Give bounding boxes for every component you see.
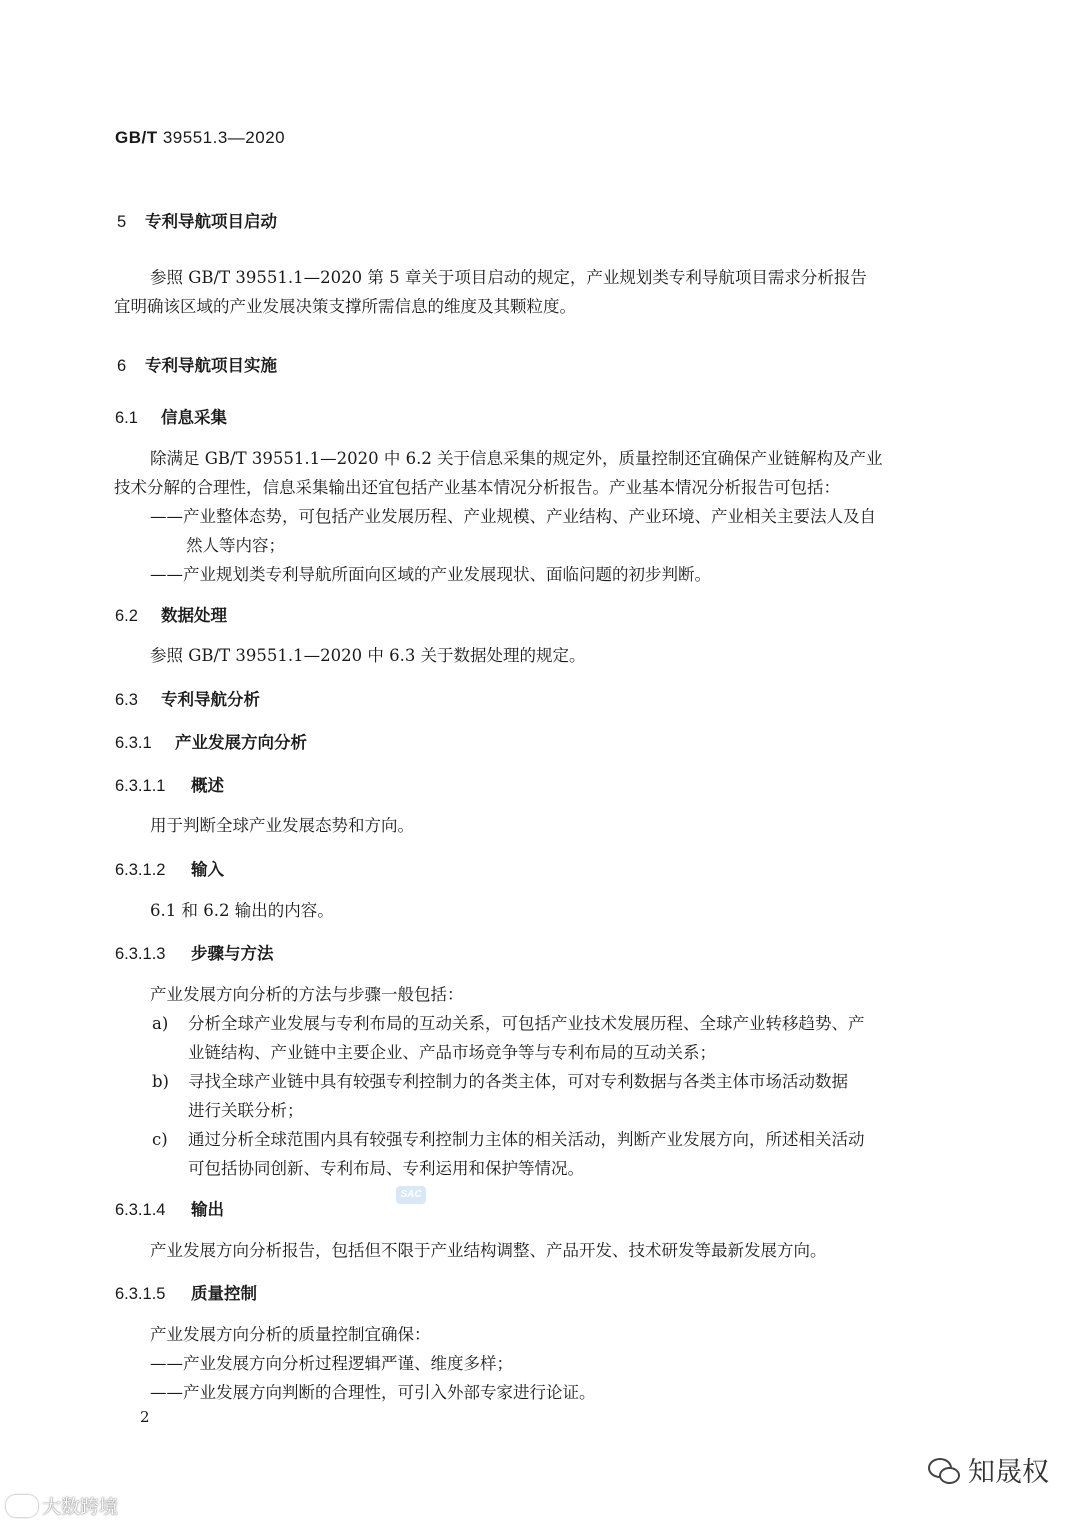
section-6-3-1-1-paragraph: 用于判断全球产业发展态势和方向。 <box>150 816 414 835</box>
section-6-3-1-1-heading: 6.3.1.1 概述 <box>115 776 224 795</box>
section-5-heading: 5 专利导航项目启动 <box>117 212 277 231</box>
source-watermark-right-text: 知晟权 <box>968 1457 1049 1488</box>
standard-number: 39551.3—2020 <box>162 128 286 147</box>
list-item-a-marker: a) <box>152 1014 169 1033</box>
section-5-paragraph-line2: 宜明确该区域的产业发展决策支撑所需信息的维度及其颗粒度。 <box>114 297 576 316</box>
section-6-3-1-3-intro: 产业发展方向分析的方法与步骤一般包括： <box>150 985 464 1004</box>
section-6-3-1-5-dash-item-2: ——产业发展方向判断的合理性，可引入外部专家进行论证。 <box>150 1383 596 1402</box>
list-item-a-line2: 业链结构、产业链中主要企业、产品市场竞争等与专利布局的互动关系； <box>188 1043 716 1062</box>
list-item-b-line1: 寻找全球产业链中具有较强专利控制力的各类主体，可对专利数据与各类主体市场活动数据 <box>188 1072 848 1091</box>
list-item-c-line2: 可包括协同创新、专利布局、专利运用和保护等情况。 <box>188 1159 584 1178</box>
section-6-3-1-5-dash-item-1: ——产业发展方向分析过程逻辑严谨、维度多样； <box>150 1354 513 1373</box>
section-6-3-1-4-heading: 6.3.1.4 输出 <box>115 1200 224 1219</box>
section-6-3-1-heading: 6.3.1 产业发展方向分析 <box>115 733 307 752</box>
section-6-1-heading: 6.1 信息采集 <box>115 408 227 427</box>
section-6-3-1-5-heading: 6.3.1.5 质量控制 <box>115 1284 257 1303</box>
section-6-3-1-3-heading: 6.3.1.3 步骤与方法 <box>115 944 274 963</box>
section-6-1-dash-item-1-line1: ——产业整体态势，可包括产业发展历程、产业规模、产业结构、产业环境、产业相关主要法人及自 <box>150 507 876 526</box>
section-6-1-paragraph-line1: 除满足 GB/T 39551.1—2020 中 6.2 关于信息采集的规定外，质量控制还宜确保产业链解构及产业 <box>150 449 883 468</box>
list-item-a-line1: 分析全球产业发展与专利布局的互动关系，可包括产业技术发展历程、全球产业转移趋势、产 <box>188 1014 865 1033</box>
sac-watermark: SAC <box>396 1186 426 1204</box>
standard-prefix: GB/T <box>115 128 158 147</box>
source-watermark-left-text: 大数跨境 <box>42 1496 119 1518</box>
source-watermark-left <box>6 1492 118 1519</box>
section-6-1-paragraph-line2: 技术分解的合理性，信息采集输出还宜包括产业基本情况分析报告。产业基本情况分析报告可包括： <box>114 478 840 497</box>
section-6-3-1-2-paragraph: 6.1 和 6.2 输出的内容。 <box>150 901 334 920</box>
section-6-3-1-4-paragraph: 产业发展方向分析报告，包括但不限于产业结构调整、产品开发、技术研发等最新发展方向。 <box>150 1241 827 1260</box>
section-6-3-1-2-heading: 6.3.1.2 输入 <box>115 860 224 879</box>
weibo-logo-icon <box>6 1495 38 1517</box>
list-item-c-marker: c) <box>152 1130 168 1149</box>
wechat-icon <box>928 1456 960 1484</box>
section-6-heading: 6 专利导航项目实施 <box>117 356 277 375</box>
list-item-c-line1: 通过分析全球范围内具有较强专利控制力主体的相关活动，判断产业发展方向，所述相关活动 <box>188 1130 865 1149</box>
section-5-paragraph-line1: 参照 GB/T 39551.1—2020 第 5 章关于项目启动的规定，产业规划类专利导航项目需求分析报告 <box>150 268 867 287</box>
page-number: 2 <box>140 1408 150 1426</box>
list-item-b-marker: b) <box>152 1072 169 1091</box>
document-code <box>115 128 285 148</box>
section-6-2-paragraph: 参照 GB/T 39551.1—2020 中 6.3 关于数据处理的规定。 <box>150 646 586 665</box>
section-6-3-heading: 6.3 专利导航分析 <box>115 690 260 709</box>
section-6-1-dash-item-1-line2: 然人等内容； <box>186 536 285 555</box>
section-6-1-dash-item-2: ——产业规划类专利导航所面向区域的产业发展现状、面临问题的初步判断。 <box>150 565 711 584</box>
source-watermark-right <box>928 1450 1049 1489</box>
list-item-b-line2: 进行关联分析； <box>188 1101 304 1120</box>
section-6-3-1-5-intro: 产业发展方向分析的质量控制宜确保： <box>150 1325 431 1344</box>
section-6-2-heading: 6.2 数据处理 <box>115 606 227 625</box>
